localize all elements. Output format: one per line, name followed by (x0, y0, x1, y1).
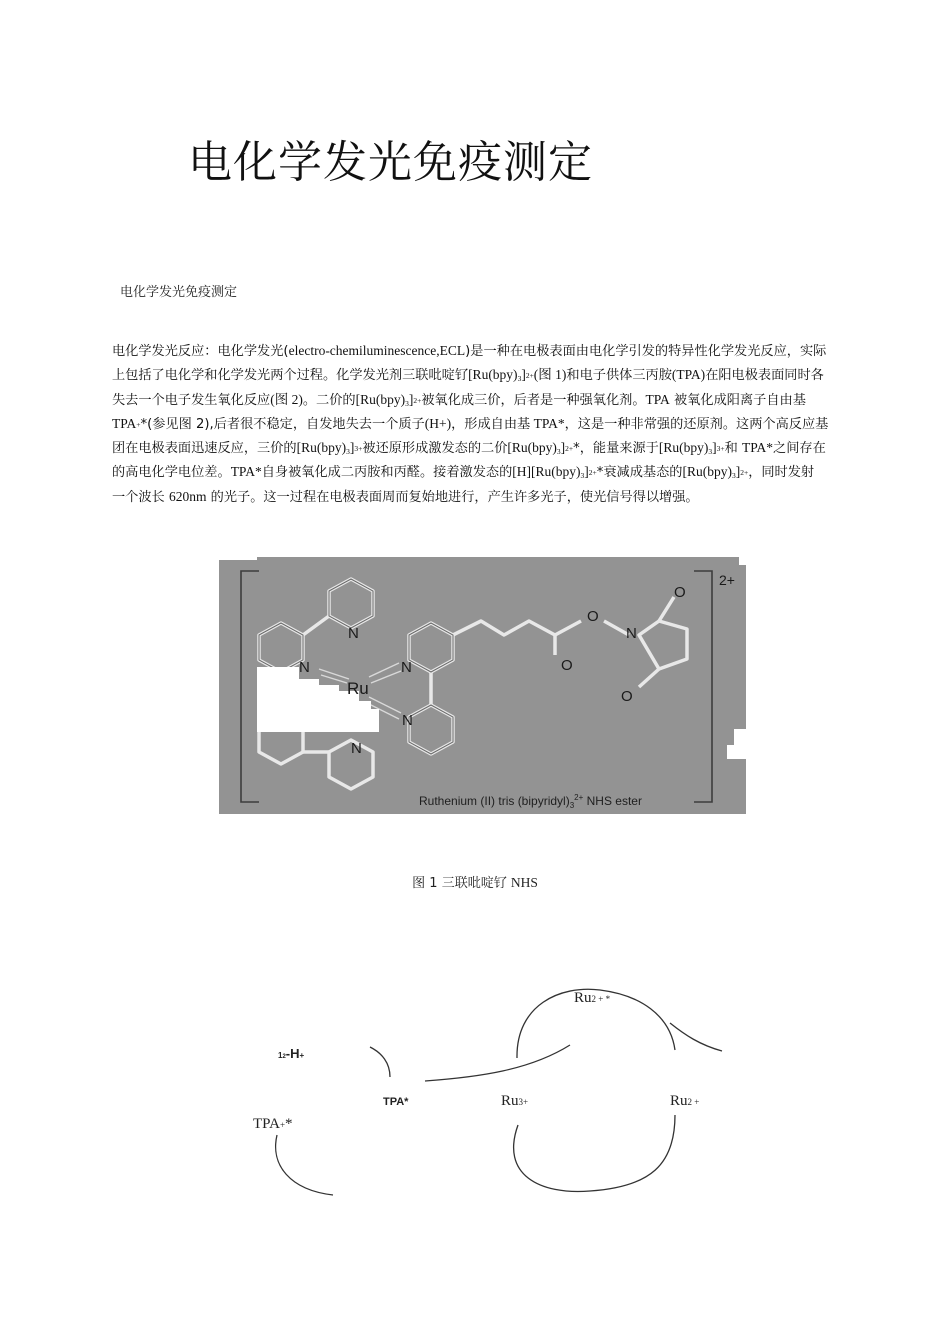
ruthenium-label: Ru (347, 679, 369, 698)
oxygen-label: O (674, 584, 686, 601)
arc-bottom-left (276, 1135, 333, 1195)
paragraph-line: 电化学发光反应：电化学发光(electro-chemiluminescence,ECL)是一种在电极表面由电化学引发的特异性化学发光反应，实际 (112, 343, 827, 359)
tpa-radical-label: TPA* (383, 1096, 409, 1108)
section-subtitle: 电化学发光免疫测定 (120, 285, 238, 300)
ru2-label: Ru2 + (670, 1093, 700, 1109)
paragraph-line: TPA+*(参见图 2),后者很不稳定，自发地失去一个质子(H+)，形成自由基 TPA*，这是一种非常强的还原剂。这两个高反应基 (112, 415, 829, 432)
paragraph-line: 失去一个电子发生氧化反应(图 2)。二价的$[Ru(bpy)_3]2+$被氧化成三价，后者是一种强氧化剂。TPA 被氧化成阳离子自由基 (112, 391, 806, 408)
deprotonation-label: 12-H+ (278, 1046, 305, 1061)
nitrogen-label: N (402, 712, 413, 729)
ru2-excited-label: Ru2 + * (574, 990, 611, 1006)
nitrogen-label: N (626, 625, 637, 642)
arc-bottom (514, 1115, 675, 1191)
oxygen-label: O (621, 688, 633, 705)
figure-caption: 图 1 三联吡啶钌 NHS (412, 875, 538, 891)
reaction-cycle-diagram (230, 975, 750, 1215)
charge-label: 2+ (719, 572, 735, 588)
arc-small (370, 1047, 390, 1077)
compound-name: Ruthenium (II) tris $(bipyridyl)_3^{2+}$ NHS ester (419, 793, 642, 810)
figure-ruthenium-structure (219, 557, 746, 814)
nitrogen-label: N (401, 659, 412, 676)
nitrogen-label: N (299, 659, 310, 676)
page-title: 电化学发光免疫测定 (188, 137, 593, 188)
paragraph-line: 一个波长 620nm 的光子。这一过程在电极表面周而复始地进行，产生许多光子，使光信号得以增强。 (112, 488, 699, 505)
paragraph-line: 上包括了电化学和化学发光两个过程。化学发光剂三联吡啶钌$[Ru(bpy)_3]2+$(图 1)和电子供体三丙胺(TPA)在阳电极表面同时各 (112, 367, 824, 384)
paragraph-line: 团在电极表面迅速反应，三价的$[Ru(bpy)_3]3+$被还原形成激发态的二价$[Ru(bpy)_3]2+*$，能量来源于$[Ru(bpy)_3]3+$和 TPA*之间存在 (112, 440, 826, 457)
arc-left-in (425, 1045, 570, 1081)
tpa-cation-label: TPA+* (253, 1116, 293, 1132)
ru3-label: Ru3+ (501, 1093, 529, 1109)
arc-top-right (670, 1023, 722, 1051)
body-paragraph (112, 339, 864, 509)
paragraph-line: 的高电化学电位差。TPA*自身被氧化成二丙胺和丙醛。接着激发态的$[H][Ru(bpy)_3]2+*$衰减成基态的$[Ru(bpy)_3]2+$，同时发射 (112, 464, 815, 481)
nitrogen-label: N (351, 740, 362, 757)
chemical-structure-drawing (219, 557, 746, 814)
oxygen-label: O (561, 657, 573, 674)
nitrogen-label: N (348, 625, 359, 642)
oxygen-label: O (587, 608, 599, 625)
